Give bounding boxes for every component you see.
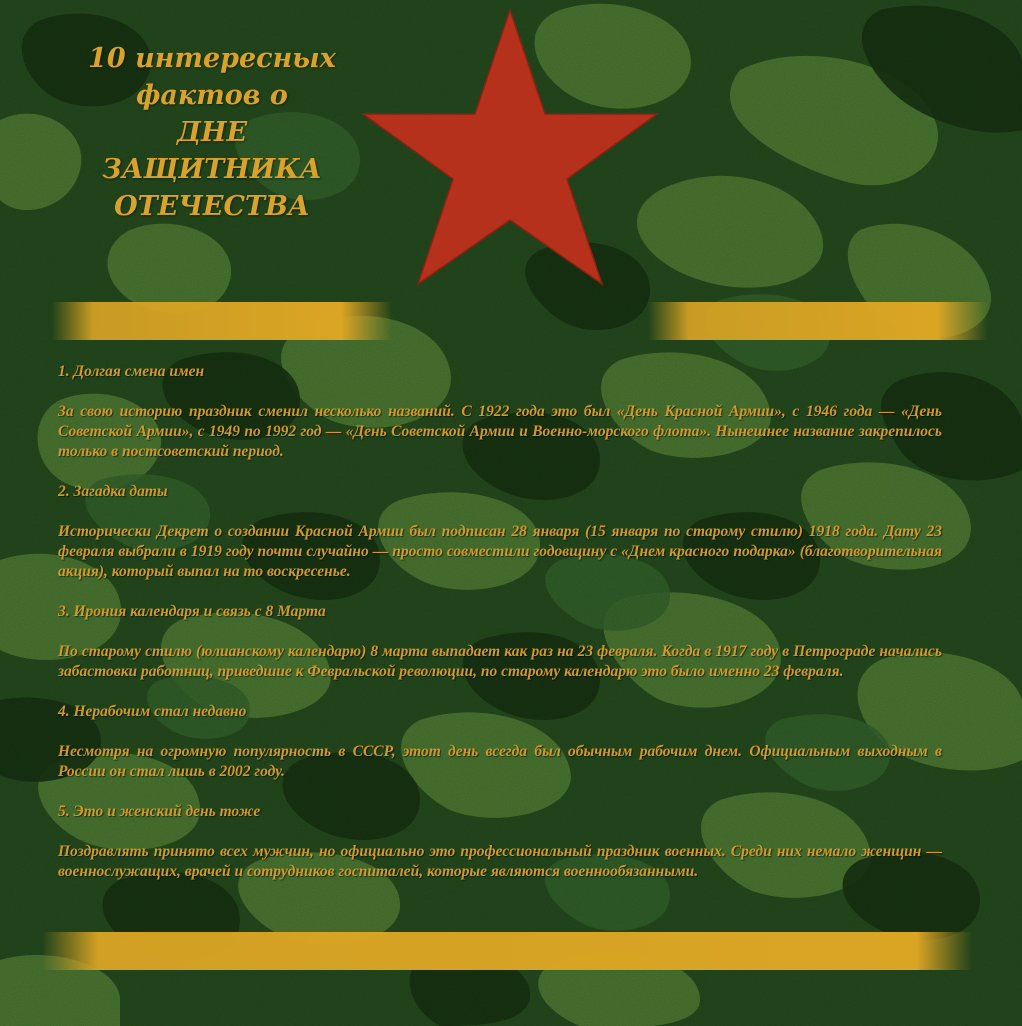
fact-heading: 4. Нерабочим стал недавно — [58, 703, 247, 720]
title-line: 10 интересных — [88, 43, 336, 74]
gold-stripe-bottom — [42, 928, 972, 974]
fact-item — [58, 802, 942, 882]
fact-heading: 2. Загадка даты — [58, 483, 168, 500]
facts-list — [58, 362, 942, 902]
page-title — [62, 40, 362, 225]
fact-text: Несмотря на огромную популярность в СССР, этот день всегда был обычным рабочим днем. Официальным выходным в России он стал лишь в 2002 году. — [58, 743, 942, 780]
fact-heading: 1. Долгая смена имен — [58, 363, 205, 380]
title-line: ЗАЩИТНИКА — [102, 154, 322, 185]
fact-text: Поздравлять принято всех мужчин, но официально это профессиональный праздник военных. Среди них немало женщин — военнослужащих, врачей и сотрудников госпиталей, которые являются военнообязанными. — [58, 843, 942, 880]
fact-text: За свою историю праздник сменил несколько названий. С 1922 года это был «День Красной Армии», с 1946 года — «День Советской Армии», с 1949 по 1992 год — «День Советской Армии и Военно-морского флота». Нынешнее название закрепилось только в постсоветский период. — [58, 403, 942, 460]
fact-heading: 3. Ирония календаря и связь с 8 Марта — [58, 603, 326, 620]
fact-text: По старому стилю (юлианскому календарю) 8 марта выпадает как раз на 23 февраля. Когда в 1917 году в Петрограде начались забастовки работниц, приведшие к Февральской революции, по старому календарю это было именно 23 февраля. — [58, 643, 942, 680]
fact-item — [58, 702, 942, 782]
gold-stripe-left — [52, 298, 392, 344]
red-star-icon — [360, 6, 660, 288]
title-line: ОТЕЧЕСТВА — [114, 191, 310, 222]
fact-text: Исторически Декрет о создании Красной Армии был подписан 28 января (15 января по старому стилю) 1918 года. Дату 23 февраля выбрали в 1919 году почти случайно — просто совместили годовщину с «Днем красного подарка» (благотворительная акция), который выпал на то воскресенье. — [58, 523, 942, 580]
gold-stripe-right — [648, 298, 988, 344]
fact-item — [58, 482, 942, 582]
title-line: ДНЕ — [176, 117, 248, 148]
fact-heading: 5. Это и женский день тоже — [58, 803, 261, 820]
title-line: фактов о — [136, 80, 288, 111]
fact-item — [58, 362, 942, 462]
fact-item — [58, 602, 942, 682]
